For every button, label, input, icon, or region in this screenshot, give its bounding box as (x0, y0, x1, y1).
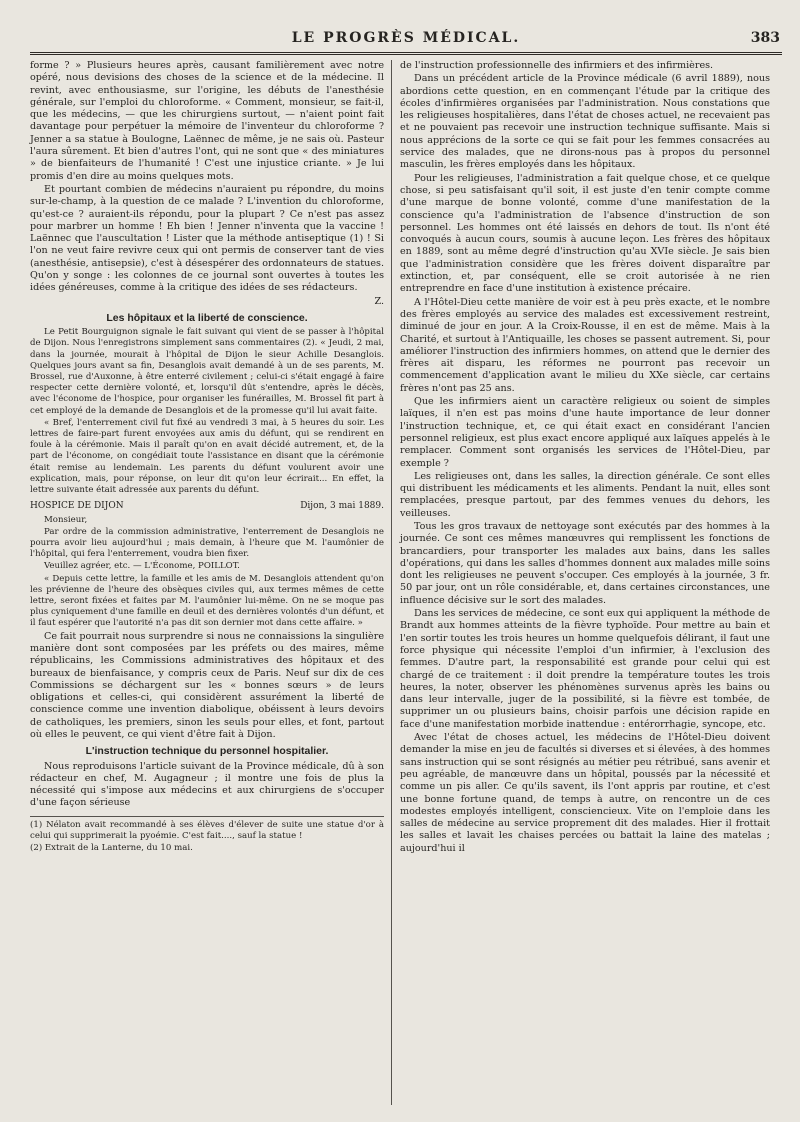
paragraph: forme ? » Plusieurs heures après, causant familièrement avec notre opéré, nous devisions des choses de la science et de la médecine. Il revint, avec enthousiasme, sur l'origine, les débuts de l'anesthésie générale, sur l'emploi du chloroforme. « Comment, monsieur, se fait-il, que les médecins, — que les chirurgiens surtout, — n'aient point fait davantage pour perpétuer la mémoire de l'inventeur du chloroforme ? Jenner a sa statue à Boulogne, Laënnec de même, je ne sais où. Pasteur l'aura sûrement. Et bien d'autres l'ont, qui ne sont que « des miniatures » de bienfaiteurs de l'humanité ! C'est une injustice criante. » Je lui promis d'en dire au moins quelques mots. (30, 60, 384, 182)
paragraph: « Depuis cette lettre, la famille et les amis de M. Desanglois attendent qu'on les prévienne de l'heure des obsèques civiles qui, aux termes mêmes de cette lettre, seront fixées et faites par M. l'aumônier lui-même. On ne se moque pas plus cyniquement d'une famille en deuil et des dernières volontés d'un défunt, et il faut espérer que l'autorité n'a pas dit son dernier mot dans cette affaire. » (30, 573, 384, 629)
quoted-article (30, 327, 384, 629)
letter-closing: Veuillez agréer, etc. — L'Économe, POILLOT. (44, 561, 240, 572)
column-divider (391, 60, 392, 1105)
paragraph: Que les infirmiers aient un caractère religieux ou soient de simples laïques, il n'en est pas moins d'une haute importance de leur donner l'instruction technique, et, ce qui était exact en considérant l'ancien personnel religieux, est plus exact encore appliqué aux laïques appelés à le remplacer. Comment sont organisés les services de l'Hôtel-Dieu, par exemple ? (400, 396, 770, 469)
letter-body: Par ordre de la commission administrative, l'enterrement de Desanglois ne pourra avoir lieu aujourd'hui ; mais demain, à l'heure que M. l'aumônier de l'hôpital, qui fera l'enterrement, voudra bien fixer. (30, 526, 384, 560)
right-column (400, 60, 770, 856)
paragraph: Pour les religieuses, l'administration a fait quelque chose, et ce quelque chose, si peu satisfaisant qu'il soit, il est juste d'en tenir compte comme d'une marque de bonne volonté, comme d'une manifestation de la conscience qu'a l'administration de l'absence d'instruction de son personnel. Les hommes ont été laissés en dehors de tout. Ils n'ont été convoqués à aucun cours, soumis à aucune leçon. Les frères des hôpitaux en 1889, sont au même degré d'instruction qu'au XVIe siècle. Je sais bien que l'administration considère que les frères doivent disparaître par extinction, et, par conséquent, elle se croit autorisée à ne rien entreprendre en face d'une institution à existence précaire. (400, 172, 770, 295)
paragraph: Et pourtant combien de médecins n'auraient pu répondre, du moins sur-le-champ, à la question de ce malade ? L'invention du chloroforme, qu'est-ce ? auraient-ils répondu, pour la plupart ? Ce n'est pas assez pour marbrer un homme ! Eh bien ! Jenner n'inventa que la vaccine ! Laënnec que l'auscultation ! Lister que la méthode antiseptique (1) ! Si l'on ne veut faire revivre ceux qui ont permis de conserver tant de vies (anesthésie, antisepsie), c'est à désespérer des ordonnateurs de statues. Qu'on y songe : les colonnes de ce journal sont ouvertes à toutes les idées généreuses, comme à la critique des idées de ses rédacteurs. (30, 183, 384, 294)
letter-salutation: Monsieur, (44, 514, 88, 525)
header-rule (30, 52, 782, 55)
section-heading: Les hôpitaux et la liberté de conscience. (106, 311, 308, 324)
letter-heading (30, 500, 384, 512)
section-heading: L'instruction technique du personnel hospitalier. (85, 745, 329, 758)
paragraph: Nous reproduisons l'article suivant de la Province médicale, dû à son rédacteur en chef, M. Augagneur ; il montre une fois de plus la nécessité qui s'impose aux médecins et aux chirurgiens de s'occuper d'une façon sérieuse (30, 760, 384, 809)
paragraph: « Bref, l'enterrement civil fut fixé au vendredi 3 mai, à 5 heures du soir. Les lettres de faire-part furent envoyées aux amis du défunt, qui se rendirent en foule à la cérémonie. Mais il paraît qu'on en avait décidé autrement, et, de la part de l'économe, on congédiait toute l'assistance en disant que la cérémonie était remise au lendemain. Les parents du défunt voulurent avoir une explication, mais, pour réponse, on leur dit qu'on leur écrirait... En effet, la lettre suivante était adressée aux parents du défunt. (30, 417, 384, 496)
paragraph: Dans un précédent article de la Province médicale (6 avril 1889), nous abordions cette question, en en commençant l'étude par la critique des écoles d'infirmières organisées par l'administration. Nous constations que les religieuses hospitalières, dans l'état de choses actuel, ne recevaient pas et ne pouvaient pas recevoir une instruction technique suffisante. Mais si nous apprécions de la sorte ce qui se fait pour les femmes consacrées au service des malades, que ne dirons-nous pas à propos du personnel masculin, les frères employés dans les hôpitaux. (400, 73, 770, 171)
footnote: (1) Nélaton avait recommandé à ses élèves d'élever de suite une statue d'or à celui qui supprimerait la pyoémie. C'est fait...., sauf la statue ! (30, 819, 384, 841)
paragraph: Avec l'état de choses actuel, les médecins de l'Hôtel-Dieu doivent demander la mise en jeu de facultés si diverses et si élevées, à des hommes sans instruction qui se sont résignés au métier peu rétribué, sans avenir et peu agréable, de manœuvre dans un hôpital, poussés par la nécessité et comme un pis aller. Ce qu'ils savent, ils l'ont appris par routine, et c'est une bonne fortune quand, de temps à autre, on rencontre un de ces modestes employés intelligent, consciencieux. Vite on l'emploie dans les salles de médecine au service proprement dit des malades. Hier il frottait les salles et lavait les chaises percées ou battait la laine des matelas ; aujourd'hui il (400, 732, 770, 854)
footnotes (30, 816, 384, 854)
paragraph: Dans les services de médecine, ce sont eux qui appliquent la méthode de Brandt aux hommes atteints de la fièvre typhoïde. Pour mettre au bain et l'en sortir toutes les trois heures un homme quelquefois délirant, il faut une force physique qui nécessite l'emploi d'un infirmier, à l'exclusion des femmes. D'autre part, la responsabilité est grande pour celui qui est chargé de ce traitement : il doit prendre la température toutes les trois heures, la noter, observer les phénomènes survenus après les bains ou dans leur intervalle, juger de la possibilité, si la fièvre est tombée, de supprimer un ou plusieurs bains, choisir parfois une décision rapide en face d'une manifestation morbide inattendue : entérorrhagie, syncope, etc. (400, 608, 770, 730)
left-column (30, 60, 384, 855)
page-header (30, 30, 782, 50)
paragraph: de l'instruction professionnelle des infirmiers et des infirmières. (400, 60, 714, 71)
paragraph: A l'Hôtel-Dieu cette manière de voir est à peu près exacte, et le nombre des frères employés au service des malades est excessivement restreint, diminué de jour en jour. A la Croix-Rousse, il en est de même. Mais à la Charité, et surtout à l'Antiquaille, les choses se passent autrement. Si, pour améliorer l'instruction des infirmiers hommes, on attend que le dernier des frères ait disparu, les réformes ne pourront pas recevoir un commencement d'application avant le milieu du XXe siècle, car certains frères n'ont pas 25 ans. (400, 296, 770, 394)
footnote: (2) Extrait de la Lanterne, du 10 mai. (30, 842, 193, 853)
paragraph: Ce fait pourrait nous surprendre si nous ne connaissions la singulière manière dont sont composées par les préfets ou des maires, même républicains, les Commissions administratives des hôpitaux et des bureaux de bienfaisance, y compris ceux de Paris. Neuf sur dix de ces Commissions se déchargent sur les « bonnes sœurs » de leurs obligations et celles-ci, qui considèrent assurément la liberté de conscience comme une invention diabolique, obéissent à leurs devoirs de catholiques, les premiers, sinon les seuls pour elles, et font, partout où elles le peuvent, ce qui vient d'être fait à Dijon. (30, 630, 384, 740)
journal-title: LE PROGRÈS MÉDICAL. (291, 30, 521, 46)
paragraph: Les religieuses ont, dans les salles, la direction générale. Ce sont elles qui distribuent les médicaments et les aliments. Pendant la nuit, elles sont remplacées, presque partout, par des femmes venues du dehors, les veilleuses. (400, 470, 770, 519)
page-number: 383 (750, 30, 780, 46)
letter-date: Dijon, 3 mai 1889. (300, 501, 384, 512)
paragraph: Le Petit Bourguignon signale le fait suivant qui vient de se passer à l'hôpital de Dijon. Nous l'enregistrons simplement sans commentaires (2). « Jeudi, 2 mai, dans la journée, mourait à l'hôpital de Dijon le sieur Achille Desanglois. Quelques jours avant sa fin, Desanglois avait demandé à un de ses parents, M. Brossel, rue d'Auxonne, à être enterré civilement ; celui-ci s'était engagé à faire respecter cette dernière volonté, et, lorsqu'il dût s'entendre, après le décès, avec l'économe de l'hospice, pour organiser les funérailles, M. Brossel fit part à cet employé de la demande de Desanglois et de la promesse qu'il lui avait faite. (30, 327, 384, 416)
paragraph: Tous les gros travaux de nettoyage sont exécutés par des hommes à la journée. Ce sont ces mêmes manœuvres qui remplissent les fonctions de brancardiers, pour transporter les malades aux bains, dans les salles d'opérations, qui dans les salles d'hommes donnent aux malades mille soins dont les religieuses ne peuvent s'occuper. Ces employés à la journée, 3 fr. 50 par jour, ont un rôle considérable, et, dans certaines circonstances, une influence décisive sur le sort des malades. (400, 520, 770, 606)
signature: Z. (374, 295, 384, 307)
letter-sender: HOSPICE DE DIJON (30, 501, 124, 512)
